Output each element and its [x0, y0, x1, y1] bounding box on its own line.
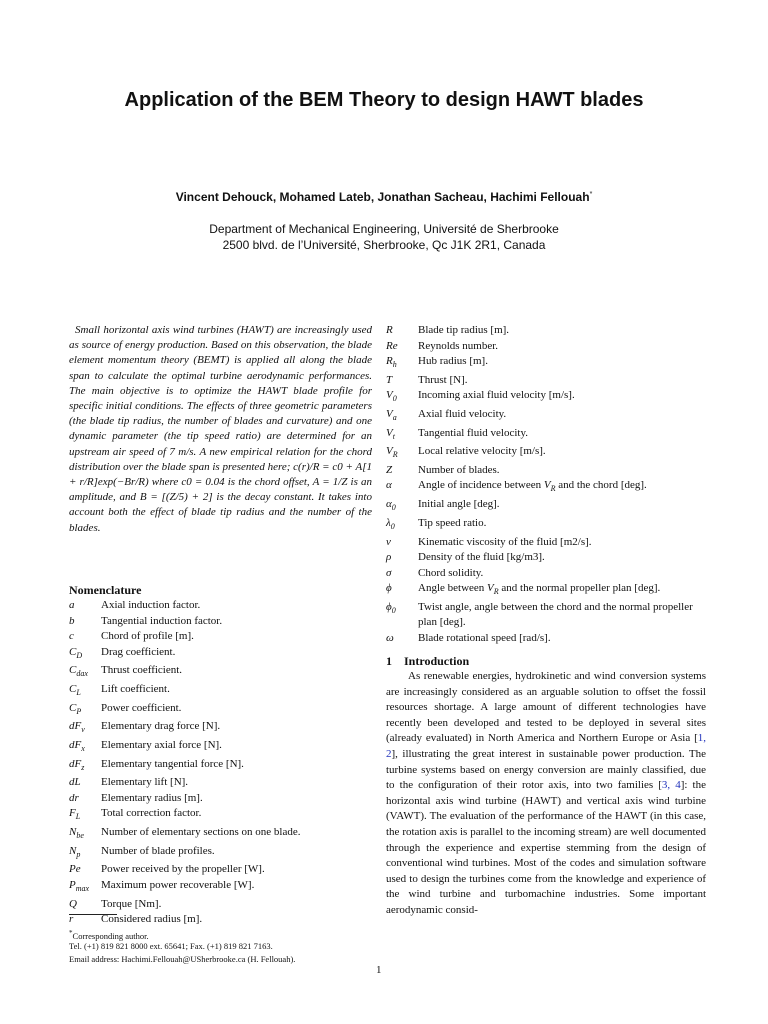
author-footnote-mark: *	[589, 191, 593, 198]
nomenclature-description: Density of the fluid [kg/m3].	[418, 551, 545, 563]
nomenclature-symbol: $\phi_0$	[386, 600, 396, 615]
nomenclature-entry	[69, 878, 369, 897]
nomenclature-entry	[69, 862, 369, 878]
nomenclature-heading: Nomenclature	[69, 583, 142, 597]
nomenclature-list-left	[69, 598, 369, 928]
nomenclature-symbol: $C_P$	[69, 701, 82, 716]
nomenclature-description: Tangential fluid velocity.	[418, 426, 529, 439]
introduction-paragraph	[386, 669, 706, 919]
nomenclature-entry	[69, 738, 369, 757]
nomenclature-entry	[386, 426, 706, 445]
nomenclature-description: Angle of incidence between $V_R$ and the chord [deg].	[418, 479, 647, 494]
authors-text: Vincent Dehouck, Mohamed Lateb, Jonathan Sacheau, Hachimi Fellouah	[175, 190, 590, 204]
nomenclature-symbol: $R_h$	[386, 355, 397, 370]
nomenclature-symbol: $N_{be}$	[69, 826, 84, 841]
footnote-rule	[69, 914, 117, 915]
nomenclature-entry	[386, 388, 706, 407]
nomenclature-entry	[386, 373, 706, 389]
nomenclature-symbol: ϕ	[386, 582, 392, 594]
nomenclature-description: Thrust coefficient.	[101, 664, 183, 677]
section-heading	[386, 654, 469, 669]
nomenclature-symbol: dL	[69, 776, 81, 789]
nomenclature-symbol: $V_R$	[386, 445, 398, 460]
nomenclature-description: Blade tip radius [m].	[418, 324, 510, 336]
nomenclature-entry	[69, 791, 369, 807]
citation-link[interactable]: 1, 2	[386, 732, 706, 760]
nomenclature-description: Hub radius [m].	[418, 355, 488, 367]
nomenclature-entry	[69, 844, 369, 863]
nomenclature-entry	[386, 497, 706, 516]
footnote-line-1: Corresponding author.	[72, 930, 149, 941]
nomenclature-list-right	[386, 323, 706, 646]
nomenclature-entry	[386, 463, 706, 479]
nomenclature-description: Power received by the propeller [W].	[101, 863, 265, 876]
nomenclature-description: Twist angle, angle between the chord and the normal propeller plan [deg].	[418, 600, 693, 629]
nomenclature-entry	[69, 629, 369, 645]
nomenclature-description: Chord solidity.	[418, 566, 484, 579]
nomenclature-symbol: α	[386, 479, 392, 492]
nomenclature-entry	[69, 598, 369, 614]
nomenclature-description: Kinematic viscosity of the fluid [m2/s].	[418, 535, 592, 548]
nomenclature-description: Initial angle [deg].	[418, 498, 500, 511]
section-title: Introduction	[404, 654, 470, 668]
nomenclature-description: Local relative velocity [m/s].	[418, 445, 546, 458]
nomenclature-entry	[69, 825, 369, 844]
nomenclature-entry	[69, 719, 369, 738]
nomenclature-entry	[386, 407, 706, 426]
nomenclature-symbol: $C_D$	[69, 645, 83, 660]
nomenclature-entry	[69, 663, 369, 682]
nomenclature-description: Chord of profile [m].	[101, 630, 194, 642]
nomenclature-entry	[69, 757, 369, 776]
nomenclature-symbol: $\lambda_0$	[386, 516, 395, 531]
nomenclature-description: Elementary axial force [N].	[101, 738, 222, 751]
nomenclature-symbol: Pe	[69, 863, 81, 876]
intro-text-a: As renewable energies, hydrokinetic and wind conversion systems are increasingly considered as an arguable solution to offset the fossil resources shortage. A large amount of different technologies have recently been developed and tested to be deployed in several sites (already evaluated) in North America and Northern Europe or Asia [	[386, 670, 706, 745]
nomenclature-symbol: Z	[386, 463, 393, 476]
nomenclature-description: Elementary tangential force [N].	[101, 757, 244, 770]
nomenclature-entry	[386, 478, 706, 497]
nomenclature-description: Angle between $V_R$ and the normal propeller plan [deg].	[418, 582, 661, 597]
nomenclature-description: Total correction factor.	[101, 807, 202, 820]
nomenclature-entry	[386, 444, 706, 463]
nomenclature-description: Axial induction factor.	[101, 599, 201, 611]
nomenclature-entry	[69, 897, 369, 913]
author-list	[40, 190, 728, 204]
nomenclature-entry	[69, 775, 369, 791]
nomenclature-entry	[386, 566, 706, 582]
nomenclature-symbol: $F_L$	[69, 807, 81, 822]
nomenclature-symbol: $dF_x$	[69, 738, 85, 754]
nomenclature-symbol: r	[69, 913, 74, 926]
nomenclature-symbol: $dF_v$	[69, 720, 85, 735]
nomenclature-description: Reynolds number.	[418, 339, 499, 352]
nomenclature-symbol: $V_0$	[386, 389, 397, 404]
nomenclature-description: Thrust [N].	[418, 373, 468, 386]
nomenclature-description: Torque [Nm].	[101, 897, 162, 910]
nomenclature-symbol: Q	[69, 897, 77, 910]
nomenclature-symbol: ω	[386, 631, 394, 644]
nomenclature-entry	[69, 701, 369, 720]
nomenclature-entry	[386, 535, 706, 551]
nomenclature-description: Number of elementary sections on one blade.	[101, 826, 301, 838]
footnote-line-3: Email address: Hachimi.Fellouah@USherbrooke.ca (H. Fellouah).	[69, 954, 296, 964]
nomenclature-symbol: c	[69, 630, 74, 642]
nomenclature-description: Elementary lift [N].	[101, 776, 189, 789]
nomenclature-symbol: ρ	[386, 551, 392, 563]
nomenclature-description: Elementary radius [m].	[101, 791, 203, 804]
nomenclature-description: Number of blades.	[418, 463, 500, 476]
nomenclature-symbol: $N_p$	[69, 844, 81, 859]
nomenclature-entry	[386, 550, 706, 566]
nomenclature-symbol: $P_{max}$	[69, 878, 90, 894]
nomenclature-description: Tip speed ratio.	[418, 516, 487, 529]
nomenclature-symbol: Re	[386, 339, 398, 352]
section-number: 1	[386, 654, 392, 668]
nomenclature-symbol: a	[69, 599, 75, 611]
nomenclature-entry	[386, 339, 706, 355]
nomenclature-symbol: $C_L$	[69, 682, 81, 698]
nomenclature-entry	[386, 323, 706, 339]
footnote-line-2: Tel. (+1) 819 821 8000 ext. 65641; Fax. (+1) 819 821 7163.	[69, 941, 273, 951]
page-number: 1	[376, 964, 382, 976]
nomenclature-symbol: $dF_z$	[69, 757, 85, 772]
affiliation-line-2: 2500 blvd. de l’Université, Sherbrooke, Qc J1K 2R1, Canada	[222, 238, 546, 252]
nomenclature-description: Blade rotational speed [rad/s].	[418, 631, 551, 644]
nomenclature-symbol: $V_t$	[386, 426, 395, 441]
citation-link[interactable]: 3, 4	[661, 779, 681, 792]
nomenclature-symbol: $\alpha_0$	[386, 498, 396, 513]
nomenclature-description: Drag coefficient.	[101, 645, 176, 658]
nomenclature-entry	[69, 682, 369, 701]
nomenclature-description: Lift coefficient.	[101, 682, 170, 695]
nomenclature-symbol: dr	[69, 791, 79, 804]
footnote-mark: *	[69, 929, 73, 937]
nomenclature-symbol: $C_{dax}$	[69, 664, 88, 679]
nomenclature-entry	[386, 354, 706, 373]
nomenclature-symbol: $V_a$	[386, 407, 397, 423]
nomenclature-description: Axial fluid velocity.	[418, 407, 507, 420]
intro-text-c: ]: the horizontal axis wind turbine (HAWT) and vertical axis wind turbine (VAWT). The evaluation of the performance of the HAWT (in this case, the rotation axis is parallel to the incoming stream) are well documented through the experience and expertise stemming from the design of conventional wind turbines. Most of the codes and simulation software used to design the turbines come from the knowledge and experience of the wind turbine and turbomachine industries. Some important aerodynamic consid-	[386, 779, 706, 916]
nomenclature-entry	[386, 581, 706, 600]
nomenclature-description: Number of blade profiles.	[101, 844, 215, 857]
nomenclature-entry	[386, 631, 706, 647]
nomenclature-description: Maximum power recoverable [W].	[101, 878, 255, 891]
nomenclature-entry	[69, 614, 369, 630]
nomenclature-entry	[386, 600, 706, 631]
intro-text-b: ], illustrating the great interest in sustainable power production. The turbine systems based on energy conversion are mainly classified, due to the configuration of their rotor axis, into two families [	[386, 747, 706, 792]
nomenclature-symbol: ν	[386, 535, 391, 548]
nomenclature-entry	[69, 645, 369, 664]
nomenclature-description: Incoming axial fluid velocity [m/s].	[418, 389, 575, 402]
nomenclature-description: Considered radius [m].	[101, 913, 203, 926]
nomenclature-symbol: σ	[386, 566, 392, 579]
nomenclature-entry	[69, 806, 369, 825]
affiliation-line-1: Department of Mechanical Engineering, Université de Sherbrooke	[209, 222, 559, 236]
nomenclature-description: Tangential induction factor.	[101, 614, 223, 627]
nomenclature-symbol: R	[386, 324, 393, 336]
abstract: Small horizontal axis wind turbines (HAWT) are increasingly used as source of energy production. Based on this observation, the blade element momentum theory (BEMT) is applied all along the blade span to calculate the optimal turbine aerodynamic performances. The main objective is to optimize the HAWT blade profile for specific initial conditions. The effects of three geometric parameters (the blade tip radius, the number of blades and curvature) and one dynamic parameter (the tip speed ratio) are determined for an upstream air speed of 7 m/s. A new empirical relation for the chord distribution over the blade span is presented here; c(r)/R = c0 + A[1 + r/R]exp(−Br/R) where c0 = 0.04 is the chord offset, A = 1/Z is an amplitude, and B = [(Z/5) + 2] is the decay constant. It takes into account both the effect of blade tip radius and the number of the blades.	[69, 324, 372, 534]
nomenclature-entry	[386, 516, 706, 535]
nomenclature-description: Power coefficient.	[101, 701, 182, 714]
nomenclature-symbol: T	[386, 373, 393, 386]
nomenclature-symbol: b	[69, 614, 75, 627]
paper-title: Application of the BEM Theory to design HAWT blades	[124, 89, 644, 111]
nomenclature-description: Elementary drag force [N].	[101, 720, 221, 733]
